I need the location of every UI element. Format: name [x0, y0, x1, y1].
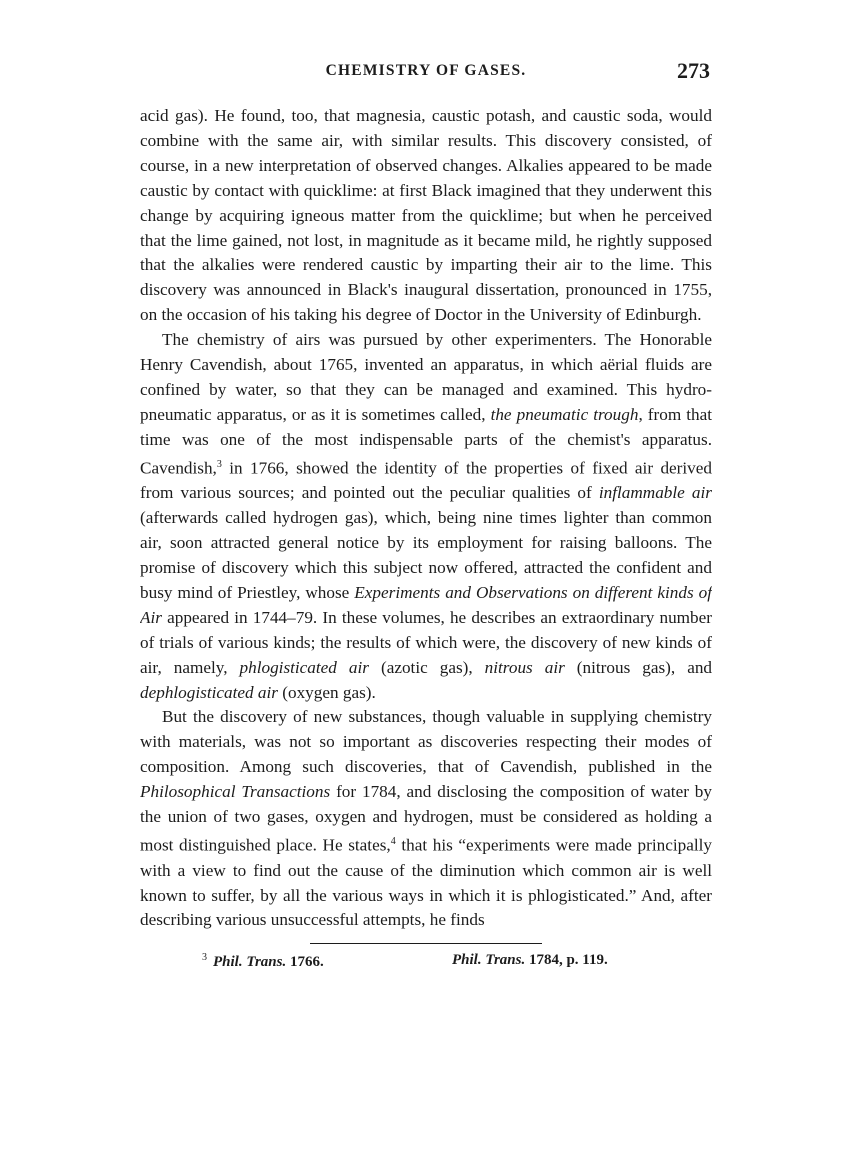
text-run: (nitrous gas), and	[564, 657, 712, 677]
footnote-reference: 1766.	[286, 954, 324, 971]
text-run: for 1784, and disclosing the composition of water by the union of two gases, oxygen and hydrogen, must be considered as holding a most distinguished place. He states,	[140, 782, 712, 855]
text-run: in 1766, showed the identity of the properties of fixed air derived from various sources; and pointed out the peculiar qualities of	[140, 458, 712, 503]
footnote-reference: 1784, p. 119.	[525, 952, 608, 969]
italic-phrase: Experiments and Observations on different kinds of Air	[140, 582, 712, 627]
text-run: (oxygen gas).	[277, 682, 376, 702]
italic-phrase: Philosophical Transactions	[140, 782, 331, 802]
paragraph	[140, 705, 712, 933]
italic-phrase: phlogisticated air	[239, 657, 369, 677]
footnote-marker: 3	[202, 952, 207, 964]
footnote-reference-mark: 4	[390, 836, 396, 848]
italic-phrase: inflammable air	[598, 483, 712, 503]
footnote	[452, 952, 608, 969]
running-title: CHEMISTRY OF GASES.	[325, 62, 527, 79]
running-head	[140, 58, 712, 90]
text-run: The chemistry of airs was pursued by other experimenters. The Honorable Henry Cavendish, about 1765, invented an apparatus, in which aërial fluids are confined by water, so that they can be managed and examined. This hydro-pneumatic apparatus, or as it is sometimes called,	[140, 330, 712, 424]
paragraph	[140, 104, 712, 328]
italic-phrase: dephlogisticated air	[140, 682, 278, 702]
text-run: acid gas). He found, too, that magnesia, caustic potash, and caustic soda, would combine with the same air, with similar results. This discovery consisted, of course, in a new interpretation of observed changes. Alkalies appeared to be made caustic by contact with quicklime: at first Black imagined that they underwent this change by acquiring igneous matter from the quicklime; but when he perceived that the lime gained, not lost, in magnitude as it became mild, he rightly supposed that the alkalies were rendered caustic by imparting their air to the lime. This discovery was announced in Black's inaugural dissertation, pronounced in 1755, on the occasion of his taking his degree of Doctor in the University of Edinburgh.	[140, 106, 712, 325]
footnote-source: Phil. Trans.	[452, 952, 526, 969]
body-text	[140, 104, 712, 933]
text-run: (afterwards called hydrogen gas), which, being nine times lighter than common air, soon attracted general notice by its employment for raising balloons. The promise of discovery which this subject now offered, attracted the confident and busy mind of Priestley, whose	[140, 508, 712, 602]
book-page	[140, 58, 712, 1098]
text-run: that his “experiments were made principally with a view to find out the cause of the diminution which common air is well known to suffer, by all the various ways in which it is phlogisticated.” And, after describing various unsuccessful attempts, he finds	[140, 835, 712, 930]
footnote-divider	[310, 943, 542, 944]
text-run: But the discovery of new substances, though valuable in supplying chemistry with materials, was not so important as discoveries respecting their modes of composition. Among such discoveries, that of Cavendish, published in the	[140, 707, 712, 777]
text-run: , from that time was one of the most indispensable parts of the chemist's apparatus. Cavendish,	[140, 404, 712, 478]
footnote-source: Phil. Trans.	[213, 954, 287, 971]
text-run: (azotic gas),	[368, 657, 485, 677]
footnotes	[140, 952, 712, 976]
page-number: 273	[677, 58, 710, 83]
footnote	[202, 952, 324, 971]
italic-phrase: the pneumatic trough	[490, 404, 639, 424]
paragraph	[140, 328, 712, 705]
italic-phrase: nitrous air	[484, 657, 565, 677]
footnote-reference-mark: 3	[216, 458, 222, 470]
text-run: appeared in 1744–79. In these volumes, he describes an extraordinary number of trials of various kinds; the results of which were, the discovery of new kinds of air, namely,	[140, 607, 712, 677]
